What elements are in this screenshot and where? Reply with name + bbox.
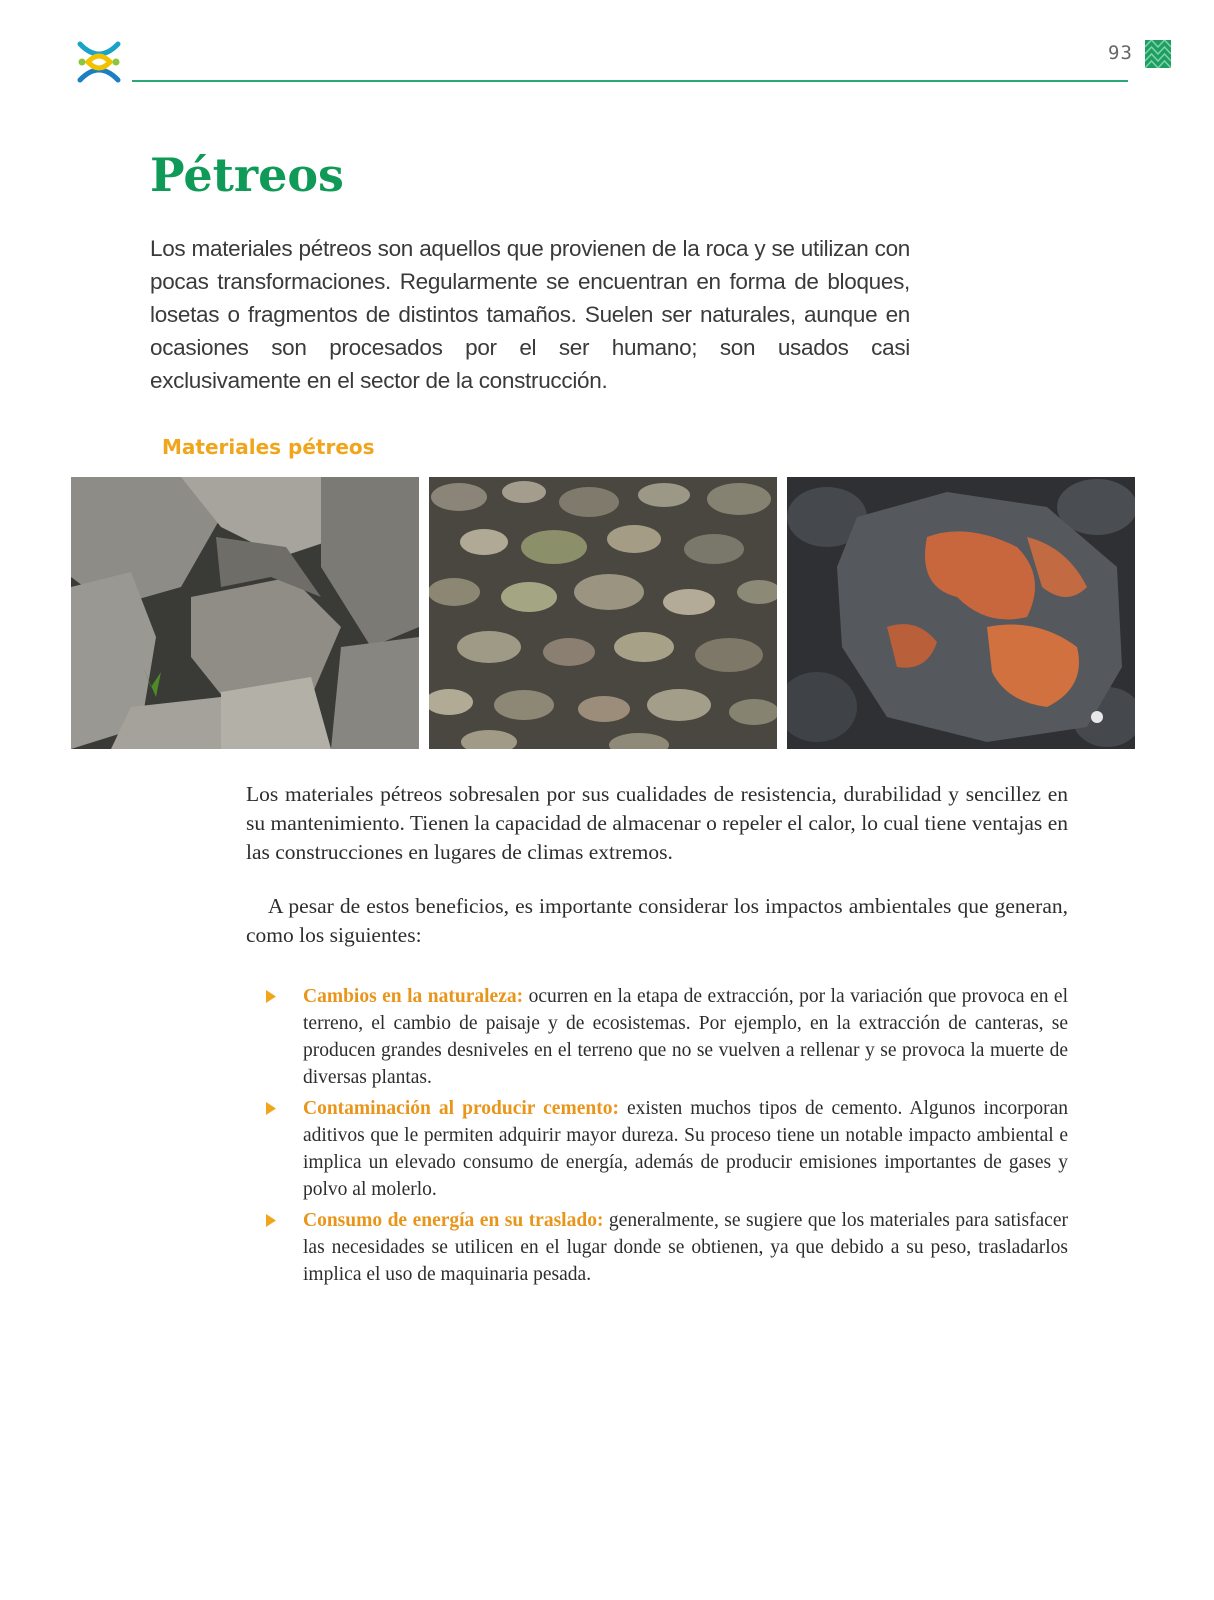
list-item [266,1095,1068,1203]
list-item [266,983,1068,1091]
page-title: Pétreos [150,148,344,202]
intro-paragraph: Los materiales pétreos son aquellos que provienen de la roca y se utilizan con pocas transformaciones. Regularmente se encuentran en forma de bloques, losetas o fragmentos de distintos tamaños. Suelen ser naturales, aunque en ocasiones son procesados por el ser humano; son usados casi exclusivamente en el sector de la construcción. [150,236,910,393]
header-rule [132,80,1128,82]
impacts-list [266,983,1068,1292]
impact-term: Contaminación al producir cemento: [303,1098,619,1119]
granite-blocks-photo [71,477,419,749]
impact-term: Consumo de energía en su traslado: [303,1210,604,1231]
bullet-arrow-icon [266,990,276,1003]
body-paragraph-2: A pesar de estos beneficios, es importante considerar los impactos ambientales que generan, como los siguientes: [246,894,1068,947]
impact-text: ocurren en la etapa de extracción, por la variación que provoca en el terreno, el cambio de paisaje y de ecosistemas. Por ejemplo, en la extracción de canteras, se producen grandes desniveles en el terreno que no se vuelven a rellenar y se provoca la muerte de diversas plantas. [303,986,1068,1088]
impact-term: Cambios en la naturaleza: [303,986,524,1007]
page-ornament-icon [1145,40,1171,68]
book-logo-icon [74,38,124,86]
river-pebbles-photo [429,477,777,749]
body-paragraph-1: Los materiales pétreos sobresalen por sus cualidades de resistencia, durabilidad y sencillez en su mantenimiento. Tienen la capacidad de almacenar o repeler el calor, lo cual tiene ventajas en las construcciones en lugares de climas extremos. [246,782,1068,864]
bullet-arrow-icon [266,1214,276,1227]
photo-strip [71,477,1135,749]
impact-text: existen muchos tipos de cemento. Algunos incorporan aditivos que le permiten adquirir mayor dureza. Su proceso tiene un notable impacto ambiental e implica un elevado consumo de energía, además de producir emisiones importantes de gases y polvo al molerlo. [303,1098,1068,1200]
bullet-arrow-icon [266,1102,276,1115]
impact-text: generalmente, se sugiere que los materiales para satisfacer las necesidades se utilicen en el lugar donde se obtienen, ya que debido a su peso, trasladarlos implica el uso de maquinaria pesada. [303,1210,1068,1285]
volcanic-rock-photo [787,477,1135,749]
list-item [266,1207,1068,1288]
page-number: 93 [1108,42,1133,64]
figure-caption: Materiales pétreos [162,435,375,459]
